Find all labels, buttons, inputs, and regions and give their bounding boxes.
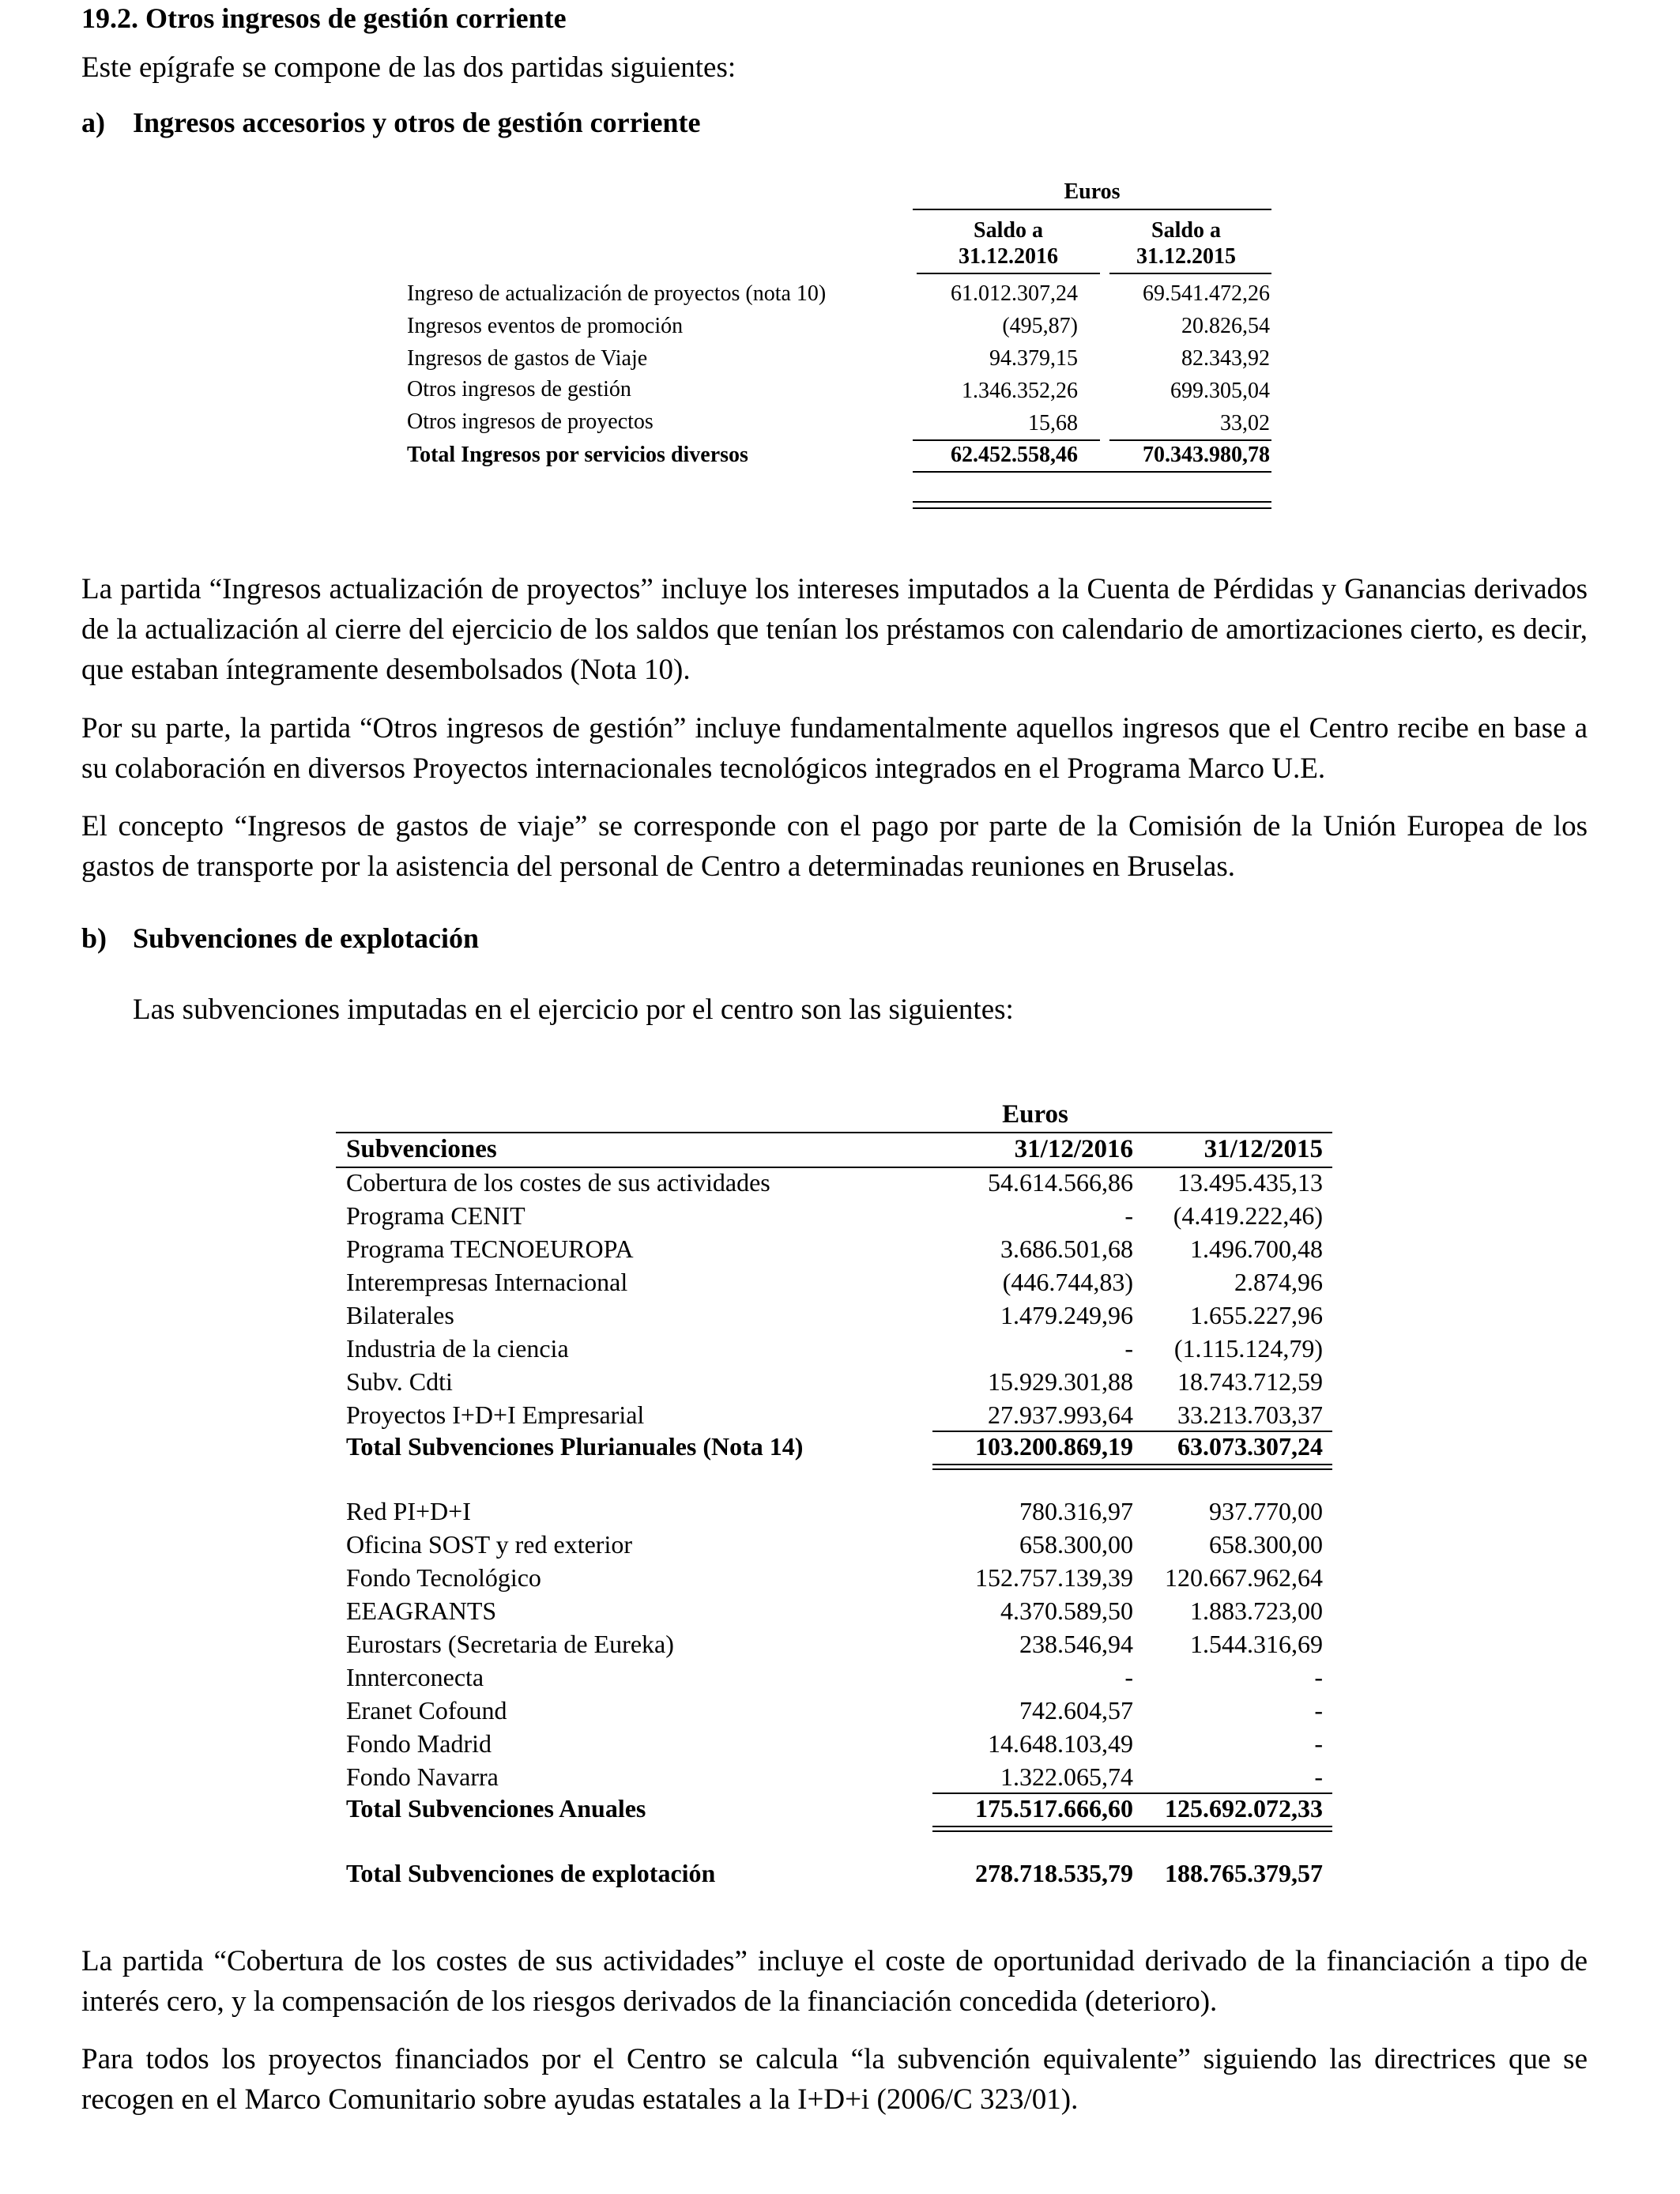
- row-value-2016: 4.370.589,50: [1000, 1596, 1133, 1625]
- row-label: Interempresas Internacional: [346, 1268, 628, 1296]
- table-a-currency-rule: [913, 209, 1271, 210]
- row-value-2016: -: [1124, 1201, 1133, 1230]
- row-value-2016: 3.686.501,68: [1000, 1235, 1133, 1263]
- row-value-2016: (495,87): [1002, 314, 1078, 338]
- row-label: Oficina SOST y red exterior: [346, 1530, 632, 1559]
- section-heading: 19.2. Otros ingresos de gestión corriente: [81, 2, 567, 34]
- row-label: Otros ingresos de gestión: [407, 377, 631, 401]
- row-value-2016: 61.012.307,24: [951, 281, 1078, 306]
- table-b-col1: 31/12/2016: [1014, 1135, 1133, 1163]
- row-value-2015: -: [1314, 1762, 1323, 1791]
- row-label: Ingresos eventos de promoción: [407, 314, 684, 338]
- table-a-double-rule-1: [913, 501, 1271, 503]
- row-label: Programa TECNOEUROPA: [346, 1235, 634, 1263]
- row-value-2015: -: [1314, 1729, 1323, 1758]
- table-a-col2-line2: 31.12.2015: [1136, 244, 1236, 269]
- row-value-2015: 1.544.316,69: [1190, 1630, 1323, 1658]
- row-value-2016: 15.929.301,88: [988, 1367, 1133, 1396]
- row-label: Eurostars (Secretaria de Eureka): [346, 1630, 674, 1658]
- row-value-2015: 33.213.703,37: [1177, 1400, 1323, 1429]
- table-a-subtotal-rule-2: [1109, 439, 1271, 441]
- subsection-b-title: Subvenciones de explotación: [133, 922, 480, 954]
- grand-total-value-2015: 188.765.379,57: [1165, 1859, 1323, 1887]
- row-label: EEAGRANTS: [346, 1596, 497, 1625]
- row-value-2016: 1.346.352,26: [962, 379, 1078, 403]
- table-b-top-rule: [336, 1132, 1332, 1133]
- grand-total-value-2016: 278.718.535,79: [975, 1859, 1133, 1887]
- row-value-2016: 54.614.566,86: [988, 1168, 1133, 1197]
- table-b-col2: 31/12/2015: [1203, 1135, 1323, 1163]
- row-value-2016: 27.937.993,64: [988, 1400, 1133, 1429]
- row-value-2015: 20.826,54: [1181, 314, 1270, 338]
- table-a-total-rule: [913, 471, 1271, 473]
- row-label: Ingreso de actualización de proyectos (nota 10): [407, 281, 827, 306]
- row-value-2016: (446.744,83): [1002, 1268, 1133, 1296]
- table-b-total2-rule-2: [932, 1830, 1332, 1832]
- paragraph: La partida “Cobertura de los costes de sus actividades” incluye el coste de oportunidad derivado de la financiación a tipo de interés cero, y la compensación de los riesgos derivados de la financiación concedida (deterioro).: [81, 1945, 1588, 2018]
- table-b-currency: Euros: [1002, 1100, 1068, 1129]
- table-a-subtotal-rule-1: [913, 439, 1100, 441]
- row-value-2015: 937.770,00: [1209, 1497, 1323, 1525]
- subsection-a-letter: a): [81, 107, 105, 138]
- row-label: Red PI+D+I: [346, 1497, 471, 1525]
- row-label: Ingresos de gastos de Viaje: [407, 346, 648, 371]
- subsection-a-title: Ingresos accesorios y otros de gestión corriente: [133, 107, 701, 138]
- total-value-2015: 125.692.072,33: [1165, 1794, 1323, 1823]
- row-value-2016: -: [1124, 1334, 1133, 1363]
- total-label: Total Subvenciones Anuales: [346, 1794, 646, 1823]
- row-value-2016: 15,68: [1028, 411, 1078, 435]
- row-label: Programa CENIT: [346, 1201, 525, 1230]
- row-label: Proyectos I+D+I Empresarial: [346, 1400, 645, 1429]
- row-label: Fondo Navarra: [346, 1762, 499, 1791]
- row-value-2015: 120.667.962,64: [1165, 1563, 1323, 1592]
- row-value-2016: 94.379,15: [989, 346, 1078, 371]
- table-a-col1-line1: Saldo a: [974, 218, 1043, 243]
- intro-text: Este epígrafe se compone de las dos partidas siguientes:: [81, 51, 736, 84]
- row-value-2015: 13.495.435,13: [1177, 1168, 1323, 1197]
- row-value-2015: 69.541.472,26: [1143, 281, 1270, 306]
- row-value-2016: -: [1124, 1663, 1133, 1691]
- row-value-2016: 1.479.249,96: [1000, 1301, 1133, 1329]
- row-value-2016: 658.300,00: [1019, 1530, 1133, 1559]
- table-a-col2-rule: [1109, 273, 1271, 274]
- row-value-2015: (4.419.222,46): [1173, 1201, 1323, 1230]
- row-value-2015: 658.300,00: [1209, 1530, 1323, 1559]
- paragraph: Para todos los proyectos financiados por el Centro se calcula “la subvención equivalente” siguiendo las directrices que se recogen en el Marco Comunitario sobre ayudas estatales a la I+D+i (2006/C 323/01).: [81, 2043, 1588, 2116]
- row-value-2015: -: [1314, 1663, 1323, 1691]
- total-value-2016: 62.452.558,46: [951, 443, 1078, 467]
- row-value-2015: 1.655.227,96: [1190, 1301, 1323, 1329]
- row-label: Cobertura de los costes de sus actividades: [346, 1168, 770, 1197]
- table-a-col1-header: [917, 217, 1100, 270]
- row-value-2016: 1.322.065,74: [1000, 1762, 1133, 1791]
- table-a-col1-rule: [917, 273, 1100, 274]
- row-label: Fondo Madrid: [346, 1729, 492, 1758]
- row-value-2015: 2.874,96: [1234, 1268, 1323, 1296]
- total-label: Total Ingresos por servicios diversos: [407, 443, 748, 467]
- subsection-b-letter: b): [81, 922, 107, 954]
- row-value-2015: 33,02: [1220, 411, 1270, 435]
- row-value-2016: 152.757.139,39: [975, 1563, 1133, 1592]
- row-value-2015: 699.305,04: [1170, 379, 1270, 403]
- total-value-2016: 175.517.666,60: [975, 1794, 1133, 1823]
- table-a-col2-line1: Saldo a: [1151, 218, 1221, 243]
- table-a-col1-line2: 31.12.2016: [959, 244, 1058, 269]
- row-value-2015: 1.883.723,00: [1190, 1596, 1323, 1625]
- table-b-total2-rule-1: [932, 1826, 1332, 1827]
- row-label: Subv. Cdti: [346, 1367, 453, 1396]
- total-value-2015: 70.343.980,78: [1143, 443, 1270, 467]
- total-value-2015: 63.073.307,24: [1177, 1432, 1323, 1461]
- row-label: Fondo Tecnológico: [346, 1563, 541, 1592]
- total-label: Total Subvenciones Plurianuales (Nota 14): [346, 1432, 804, 1461]
- row-value-2015: 1.496.700,48: [1190, 1235, 1323, 1263]
- table-b-total1-rule-2: [932, 1468, 1332, 1470]
- row-label: Innterconecta: [346, 1663, 484, 1691]
- table-a-currency: Euros: [1064, 179, 1121, 204]
- table-a-col2-header: [1101, 217, 1271, 270]
- table-b-total1-rule-1: [932, 1464, 1332, 1465]
- row-label: Industria de la ciencia: [346, 1334, 569, 1363]
- row-value-2015: (1.115.124,79): [1173, 1334, 1323, 1363]
- row-label: Otros ingresos de proyectos: [407, 409, 654, 434]
- table-a-double-rule-2: [913, 507, 1271, 509]
- row-label: Bilaterales: [346, 1301, 454, 1329]
- paragraph: Por su parte, la partida “Otros ingresos de gestión” incluye fundamentalmente aquellos ingresos que el Centro recibe en base a su colaboración en diversos Proyectos internacionales tecnológicos integrados en el Programa Marco U.E.: [81, 712, 1588, 785]
- grand-total-label: Total Subvenciones de explotación: [346, 1859, 716, 1887]
- paragraph: El concepto “Ingresos de gastos de viaje” se corresponde con el pago por parte de la Comisión de la Unión Europea de los gastos de transporte por la asistencia del personal de Centro a determinadas reuniones en Bruselas.: [81, 810, 1588, 883]
- paragraph: La partida “Ingresos actualización de proyectos” incluye los intereses imputados a la Cuenta de Pérdidas y Ganancias derivados de la actualización al cierre del ejercicio de los saldos que tenían los préstamos con calendario de amortizaciones cierto, es decir, que estaban íntegramente desembolsados (Nota 10).: [81, 573, 1588, 686]
- row-value-2016: 742.604,57: [1019, 1696, 1133, 1725]
- row-value-2015: 18.743.712,59: [1177, 1367, 1323, 1396]
- total-value-2016: 103.200.869,19: [975, 1432, 1133, 1461]
- row-value-2015: 82.343,92: [1181, 346, 1270, 371]
- row-value-2015: -: [1314, 1696, 1323, 1725]
- row-value-2016: 780.316,97: [1019, 1497, 1133, 1525]
- row-value-2016: 238.546,94: [1019, 1630, 1133, 1658]
- row-label: Eranet Cofound: [346, 1696, 507, 1725]
- table-b-col-label: Subvenciones: [346, 1135, 497, 1163]
- row-value-2016: 14.648.103,49: [988, 1729, 1133, 1758]
- intro-b-text: Las subvenciones imputadas en el ejercicio por el centro son las siguientes:: [133, 993, 1014, 1026]
